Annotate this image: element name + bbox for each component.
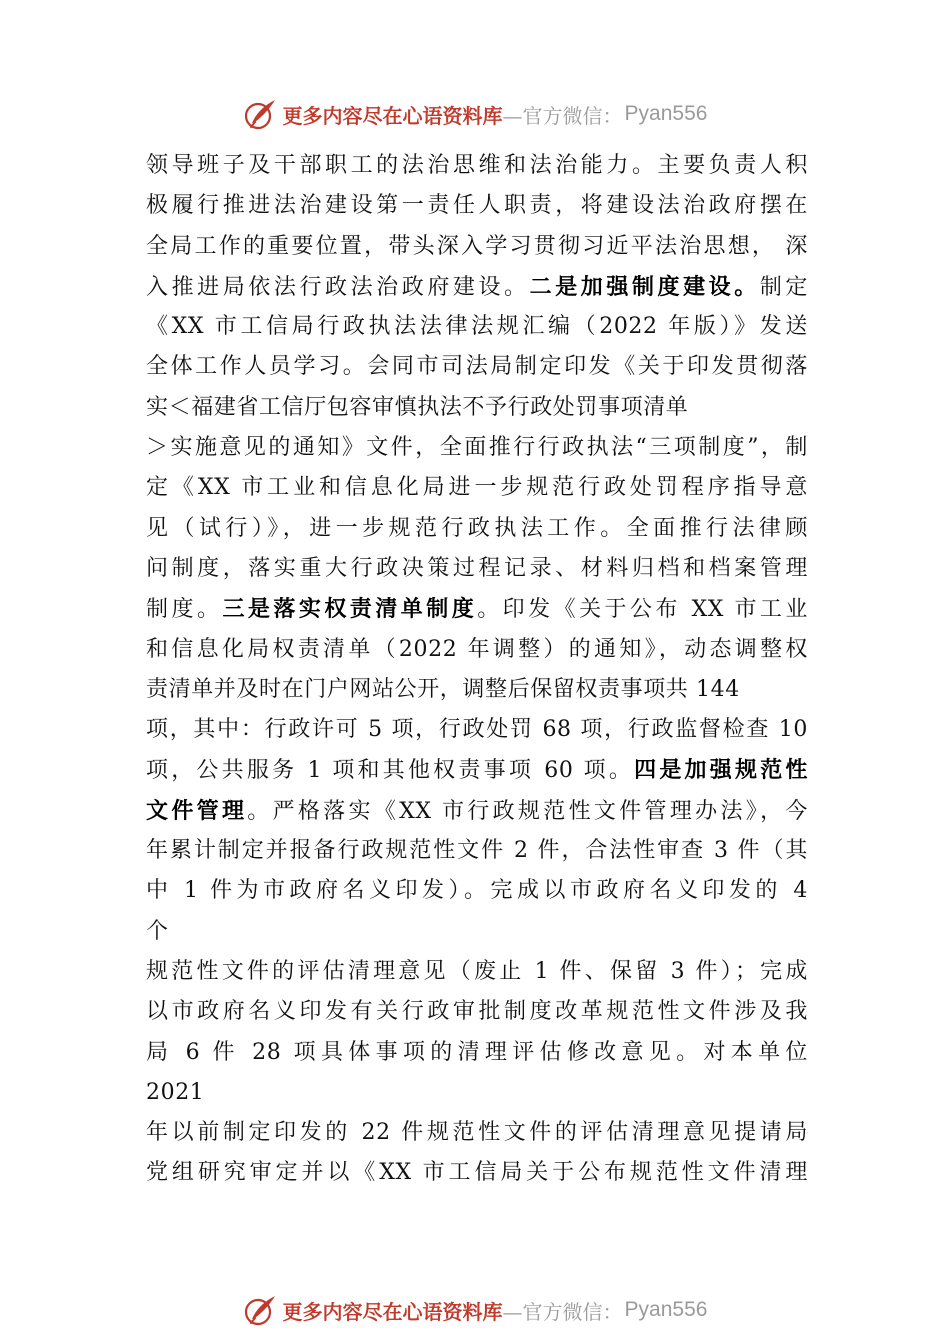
text-run: 入推进局依法行政法治政府建设。 xyxy=(146,274,530,300)
header-watermark-banner xyxy=(0,92,950,136)
text-line xyxy=(146,1113,808,1153)
text-run: 局 6 件 28 项具体事项的清理评估修改意见。对本单位 xyxy=(146,1039,808,1065)
text-line xyxy=(146,589,808,629)
text-line xyxy=(146,468,808,508)
banner-library-name: 更多内容尽在心语资料库 xyxy=(282,103,503,128)
text-run: 极履行推进法治建设第一责任人职责，将建设法治政府摆在 xyxy=(146,193,808,219)
text-line xyxy=(146,750,808,790)
footer-watermark-banner xyxy=(0,1288,950,1332)
text-run: 2021 xyxy=(146,1079,205,1105)
text-line xyxy=(146,227,808,267)
text-run: 和信息化局权责清单（2022 年调整）的通知》，动态调整权 xyxy=(146,636,808,662)
banner-wechat-id: Pyan556 xyxy=(624,102,708,125)
text-run: 规范性文件的评估清理意见（废止 1 件、保留 3 件）；完成 xyxy=(146,958,808,984)
text-run: 制定 xyxy=(759,274,808,300)
text-run: 。印发《关于公布 XX 市工业 xyxy=(477,597,808,623)
text-run: 制度。 xyxy=(146,597,223,623)
quill-pen-logo-icon xyxy=(243,96,279,132)
text-run: 。严格落实《XX 市行政规范性文件管理办法》，今 xyxy=(247,798,808,824)
text-run: 中 1 件为市政府名义印发）。完成以市政府名义印发的 4 xyxy=(146,878,808,904)
text-run: 责清单并及时在门户网站公开，调整后保留权责事项共 144 xyxy=(146,676,740,702)
text-run: 年以前制定印发的 22 件规范性文件的评估清理意见提请局 xyxy=(146,1120,808,1146)
text-line xyxy=(146,428,808,468)
text-line xyxy=(146,1153,808,1193)
text-line xyxy=(146,186,808,226)
banner-wechat-label: —官方微信： xyxy=(502,103,623,128)
text-line xyxy=(146,146,808,186)
text-line xyxy=(146,509,808,549)
text-run: 项，公共服务 1 项和其他权责事项 60 项。 xyxy=(146,758,635,784)
text-line xyxy=(146,670,808,710)
text-line xyxy=(146,791,808,831)
text-run: 领导班子及干部职工的法治思维和法治能力。主要负责人积 xyxy=(146,153,808,178)
bold-heading-run: 文件管理 xyxy=(146,797,248,824)
text-run: ＞实施意见的通知》文件，全面推行行政执法“三项制度”，制 xyxy=(146,435,808,461)
quill-pen-logo-icon xyxy=(243,1292,279,1328)
bold-heading-run: 四是加强规范性 xyxy=(634,757,808,784)
text-run: 全局工作的重要位置，带头深入学习贯彻习近平法治思想， 深 xyxy=(146,233,808,259)
text-run: 问制度，落实重大行政决策过程记录、材料归档和档案管理 xyxy=(146,555,808,581)
text-run: 项，其中：行政许可 5 项，行政处罚 68 项，行政监督检查 10 xyxy=(146,717,808,743)
text-run: 《XX 市工信局行政执法法律法规汇编（2022 年版）》发送 xyxy=(146,314,808,340)
text-run: 年累计制定并报备行政规范性文件 2 件，合法性审查 3 件（其 xyxy=(146,838,808,864)
text-run: 实＜福建省工信厅包容审慎执法不予行政处罚事项清单 xyxy=(146,394,689,420)
text-line xyxy=(146,267,808,307)
text-line xyxy=(146,388,808,428)
text-line xyxy=(146,307,808,347)
text-run: 个 xyxy=(146,918,169,944)
text-line xyxy=(146,710,808,750)
text-line xyxy=(146,831,808,871)
bold-heading-run: 二是加强制度建设。 xyxy=(529,273,760,300)
text-run: 定《XX 市工业和信息化局进一步规范行政处罚程序指导意 xyxy=(146,475,808,501)
banner-wechat-id: Pyan556 xyxy=(624,1298,708,1321)
text-line xyxy=(146,1073,808,1113)
text-run: 以市政府名义印发有关行政审批制度改革规范性文件涉及我 xyxy=(146,999,808,1025)
text-run: 党组研究审定并以《XX 市工信局关于公布规范性文件清理 xyxy=(146,1160,808,1186)
text-line xyxy=(146,1033,808,1073)
text-line xyxy=(146,549,808,589)
text-line xyxy=(146,912,808,952)
text-line xyxy=(146,347,808,387)
bold-heading-run: 三是落实权责清单制度 xyxy=(222,596,478,623)
text-line xyxy=(146,630,808,670)
banner-library-name: 更多内容尽在心语资料库 xyxy=(282,1299,503,1324)
text-run: 见（试行）》，进一步规范行政执法工作。全面推行法律顾 xyxy=(146,515,808,541)
banner-wechat-label: —官方微信： xyxy=(502,1299,623,1324)
text-run: 全体工作人员学习。会同市司法局制定印发《关于印发贯彻落 xyxy=(146,354,808,380)
text-line xyxy=(146,952,808,992)
text-line xyxy=(146,992,808,1032)
text-line xyxy=(146,871,808,911)
document-body xyxy=(146,146,808,1194)
